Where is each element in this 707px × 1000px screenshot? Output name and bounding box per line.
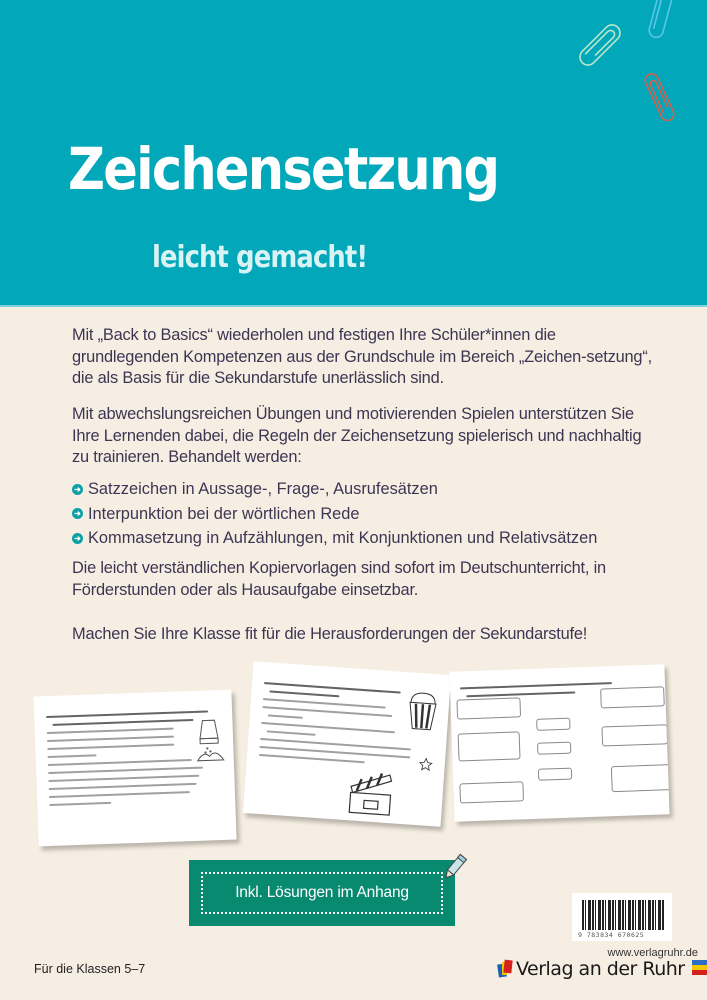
arrow-right-circle-icon: ➜ [72,533,83,544]
publisher-name: Verlag an der Ruhr [516,958,685,980]
list-item-text: Interpunktion bei der wörtlichen Rede [88,504,360,523]
sample-page-2 [243,661,451,826]
paperclip-icon [645,0,675,42]
isbn-barcode [572,893,672,941]
barcode-bars [582,900,664,930]
solutions-label: Inkl. Lösungen im Anhang [235,884,409,901]
sample-page-3 [449,664,669,821]
header-banner [0,0,707,307]
intro-text: Mit „Back to Basics“ wiederholen und festigen Ihre Schüler*innen die grundlegenden Kompetenzen aus der Grundschule im Bereich „Zeichen-setzung“, die als Basis für die Sekundarstufe unerlässlich sind. [72,326,652,387]
closing-text: Machen Sie Ihre Klasse fit für die Herausforderungen der Sekundarstufe! [72,625,588,643]
popcorn-icon [403,688,442,732]
book-subtitle: leicht gemacht! [152,240,368,275]
barcode-digits: 9 783834 670625 [578,931,645,939]
paperclip-icon [575,18,625,73]
salt-shaker-icon [192,718,226,763]
paperclip-icon [640,70,680,125]
clapperboard-icon [345,766,398,817]
star-icon [418,757,433,772]
solutions-badge [189,860,455,926]
usage-text: Die leicht verständlichen Kopiervorlagen sind sofort im Deutschunterricht, in Förderstunden oder als Hausaufgabe einsetzbar. [72,559,606,599]
arrow-right-circle-icon: ➜ [72,484,83,495]
grade-level: Für die Klassen 5–7 [34,962,146,976]
publisher-url[interactable]: www.verlagruhr.de [607,947,698,959]
list-item [72,526,672,551]
topic-list [72,477,672,551]
closing-paragraph [72,624,652,646]
publisher-logo-icon [498,960,512,978]
series-color-stripe [692,960,707,975]
pencil-icon [442,852,468,882]
list-item-text: Satzzeichen in Aussage-, Frage-, Ausrufesätzen [88,480,438,498]
list-item [72,477,672,502]
sample-page-1 [33,690,236,847]
book-title: Zeichensetzung [68,135,499,203]
publisher-brand [498,958,685,980]
method-paragraph [72,404,652,469]
intro-paragraph [72,325,652,390]
method-text: Mit abwechslungsreichen Übungen und motivierenden Spielen unterstützen Sie Ihre Lernenden dabei, die Regeln der Zeichensetzung spielerisch und nachhaltig zu trainieren. Behandelt werden: [72,405,642,466]
arrow-right-circle-icon: ➜ [72,508,83,519]
list-item [72,502,672,527]
usage-paragraph [72,558,652,601]
list-item-text: Kommasetzung in Aufzählungen, mit Konjunktionen und Relativsätzen [88,529,598,547]
